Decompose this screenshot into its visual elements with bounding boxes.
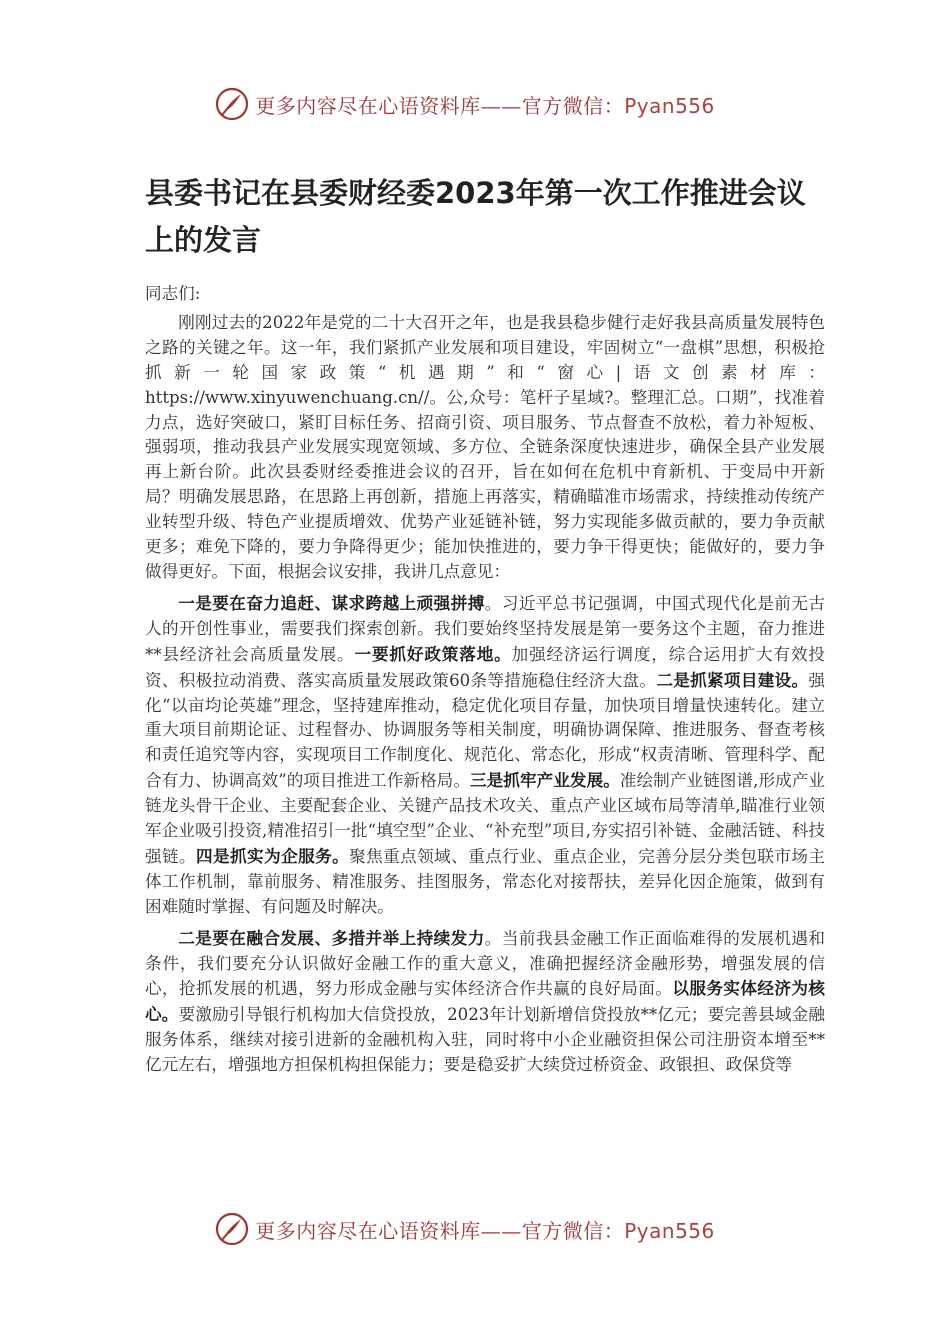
point-finance-heading: 以服务实体经济为核心。 <box>145 978 826 1025</box>
point-industry-heading: 三是抓牢产业发展。 <box>469 770 620 791</box>
paragraph-section-two <box>145 926 825 1078</box>
section-two-text: 。当前我县金融工作正面临难得的发展机遇和条件，我们要充分认识做好金融工作的重大意义，准确把握经济金融形势，增强发展的信心，抢抓发展的机遇，努力形成金融与实体经济合作共赢的良好局面。 <box>145 928 825 999</box>
document-title: 县委书记在县委财经委2023年第一次工作推进会议上的发言 <box>145 176 806 257</box>
watermark-slogan: 更多内容尽在心语资料库 <box>255 1218 481 1243</box>
point-projects-text: 强化“以亩均论英雄”理念，坚持建库推动，稳定优化项目存量，加快项目增量快速转化。建立重大项目前期论证、过程督办、协调服务等相关制度，明确协调保障、推进服务、督查考核和责任追究等内容，实现项目工作制度化、规范化、常态化，形成“权责清晰、管理科学、配合有力、协调高效”的项目推进工作新格局。 <box>145 670 826 791</box>
watermark-wechat-label: 官方微信： <box>521 93 625 118</box>
section-one-text: 。习近平总书记强调，中国式现代化是前无古人的开创性事业，需要我们探索创新。我们要始终坚持发展是第一要务这个主题，奋力推进**县经济社会高质量发展。 <box>145 593 825 664</box>
watermark-text <box>255 90 715 119</box>
document-body <box>145 282 825 1078</box>
point-service-heading: 四是抓实为企服务。 <box>196 845 350 866</box>
watermark-group <box>215 1212 715 1246</box>
paragraph-intro: 刚刚过去的2022年是党的二十大召开之年，也是我县稳步健行走好我县高质量发展特色之路的关键之年。这一年，我们紧抓产业发展和项目建设，牢固树立“一盘棋”思想，积极抢抓新一轮国家政策“机遇期”和“窗心|语文创素材库：https://www.xinyuwenchuang.cn//。公,众号：笔杆子星域?。整理汇总。口期”，找准着力点，选好突破口，紧盯目标任务、招商引资、项目服务、节点督查不放松，着力补短板、强弱项，推动我县产业发展实现宽领域、多方位、全链条深度快速进步，确保全县产业发展再上新台阶。此次县委财经委推进会议的召开，旨在如何在危机中育新机、于变局中开新局？明确发展思路，在思路上再创新，措施上再落实，精确瞄准市场需求，持续推动传统产业转型升级、特色产业提质增效、优势产业延链补链，努力实现能多做贡献的，要力争贡献更多；难免下降的，要力争降得更少；能加快推进的，要力争干得更快；能做好的，要力争做得更好。下面，根据会议安排，我讲几点意见： <box>145 312 825 581</box>
header-watermark-banner <box>0 84 950 124</box>
footer-watermark-banner <box>0 1209 950 1249</box>
section-two-heading: 二是要在融合发展、多措并举上持续发力 <box>178 927 485 948</box>
point-finance-text: 要激励引导银行机构加大信贷投放，2023年计划新增信贷投放**亿元；要完善县域金融服务体系，继续对接引进新的金融机构入驻，同时将中小企业融资担保公司注册资本增至**亿元左右，增强地方担保机构担保能力；要是稳妥扩大续贷过桥资金、政银担、政保贷等 <box>145 1005 826 1075</box>
quill-logo-icon <box>215 1212 249 1246</box>
point-projects-heading: 二是抓紧项目建设。 <box>656 669 809 690</box>
point-policy-text: 加强经济运行调度，综合运用扩大有效投资、积极拉动消费、落实高质量发展政策60条等措施稳住经济大盘。 <box>145 644 826 690</box>
point-policy-heading: 一要抓好政策落地。 <box>354 643 512 664</box>
quill-logo-icon <box>215 87 249 121</box>
watermark-group <box>215 87 715 121</box>
watermark-wechat-id: Pyan556 <box>624 1218 715 1243</box>
point-service-text: 聚焦重点领域、重点行业、重点企业，完善分层分类包联市场主体工作机制，靠前服务、精准服务、挂图服务，常态化对接帮扶，差异化因企施策，做到有困难随时掌握、有问题及时解决。 <box>145 846 825 916</box>
watermark-text <box>255 1215 715 1244</box>
salutation: 同志们: <box>145 284 201 303</box>
watermark-dash: —— <box>480 1218 522 1243</box>
section-one-heading: 一是要在奋力追赶、谋求跨越上顽强拼搏 <box>178 592 485 613</box>
paragraph-section-one <box>145 591 825 920</box>
watermark-wechat-id: Pyan556 <box>624 93 715 118</box>
watermark-slogan: 更多内容尽在心语资料库 <box>255 93 481 118</box>
watermark-dash: —— <box>480 93 522 118</box>
watermark-wechat-label: 官方微信： <box>521 1218 625 1243</box>
point-industry-text: 准绘制产业链图谱,形成产业链龙头骨干企业、主要配套企业、关键产品技术攻关、重点产业区域布局等清单,瞄准行业领军企业吸引投资,精准招引一批“填空型”企业、“补充型”项目,夯实招引补链、金融活链、科技强链。 <box>145 771 826 866</box>
